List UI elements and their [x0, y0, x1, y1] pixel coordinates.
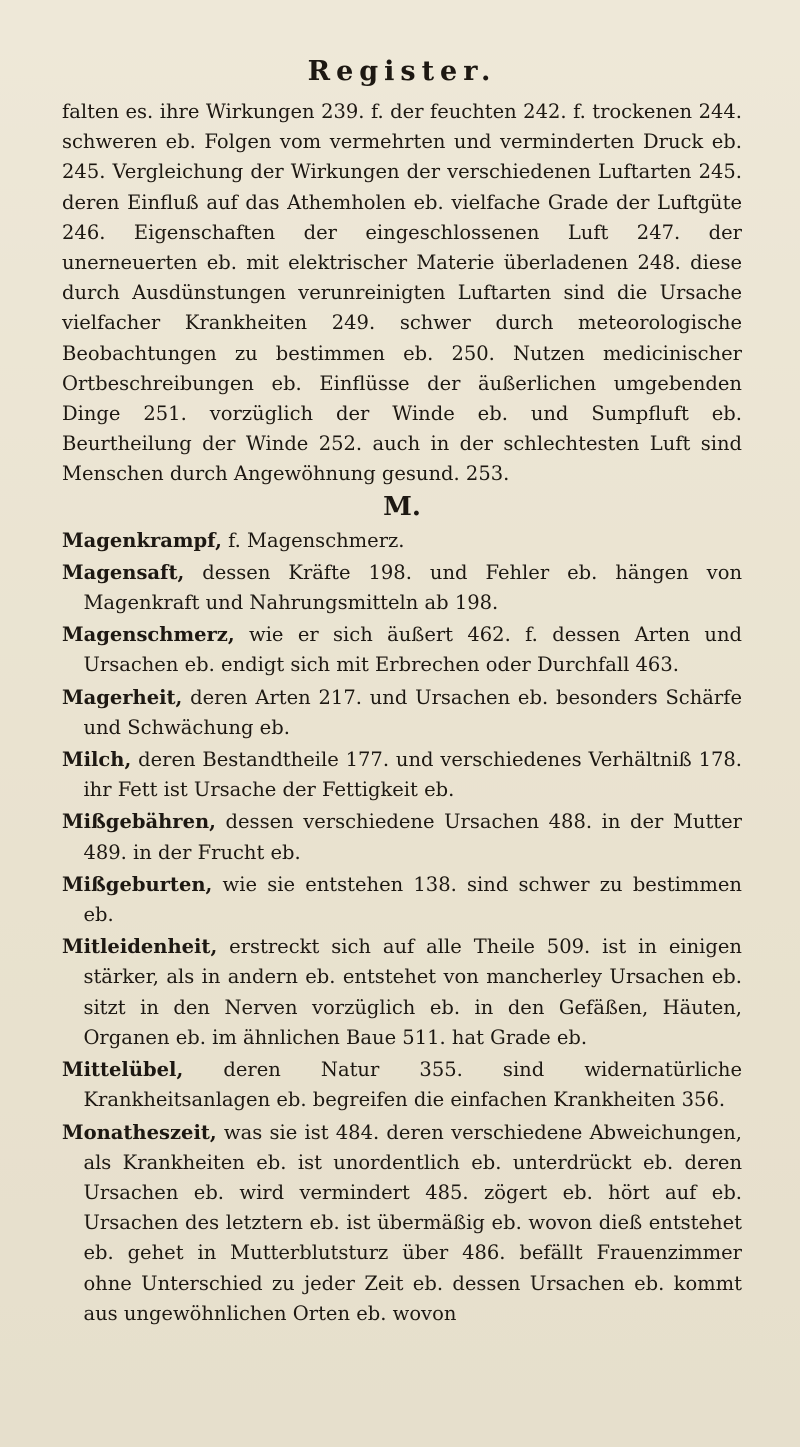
running-head: Register. — [307, 56, 497, 87]
register-entry — [62, 1055, 742, 1115]
section-letter: M. — [383, 491, 421, 522]
register-entry — [62, 526, 742, 556]
entry-text: was sie ist 484. deren verschiedene Abweichungen, als Krankheiten eb. ist unordentlich eb. unterdrückt eb. deren Ursachen eb. wird vermindert 485. zögert eb. hört auf eb. Ursachen des letztern eb. ist übermäßig eb. wovon dieß entstehet eb. gehet in Mutterblutsturz über 486. befällt Frauenzimmer ohne Unterschied zu jeder Zeit eb. dessen Ursachen eb. kommt aus ungewöhnlichen Orten eb. wovon — [83, 1120, 742, 1325]
entry-lemma: Magenschmerz, — [62, 623, 235, 647]
continuation-paragraph: falten es. ihre Wirkungen 239. f. der feuchten 242. f. trockenen 244. schweren eb. Folgen vom vermehrten und verminderten Druck eb. 245. Vergleichung der Wirkungen der verschiedenen Luftarten 245. deren Einfluß auf das Athemholen eb. vielfache Grade der Luftgüte 246. Eigenschaften der eingeschlossenen Luft 247. der unerneuerten eb. mit elektrischer Materie überladenen 248. diese durch Ausdünstungen verunreinigten Luftarten sind die Ursache vielfacher Krankheiten 249. schwer durch meteorologische Beobachtungen zu bestimmen eb. 250. Nutzen medicinischer Ortbeschreibungen eb. Einflüsse der äußerlichen umgebenden Dinge 251. vorzüglich der Winde eb. und Sumpfluft eb. Beurtheilung der Winde 252. auch in der schlechtesten Luft sind Menschen durch Angewöhnung gesund. 253. — [62, 100, 742, 486]
register-text — [62, 97, 742, 1329]
entry-lemma: Mitleidenheit, — [62, 935, 218, 959]
register-entry — [62, 558, 742, 618]
entry-text: dessen verschiedene Ursachen 488. in der Mutter 489. in der Frucht eb. — [83, 810, 742, 864]
entry-lemma: Mittelübel, — [62, 1058, 184, 1082]
register-entry — [62, 870, 742, 930]
register-entry — [62, 932, 742, 1053]
entry-lemma: Monatheszeit, — [62, 1120, 217, 1144]
entry-lemma: Magensaft, — [62, 560, 185, 584]
register-entry — [62, 683, 742, 743]
register-entry — [62, 807, 742, 867]
register-entry — [62, 745, 742, 805]
entry-lemma: Magerheit, — [62, 685, 183, 709]
entry-lemma: Milch, — [62, 748, 132, 772]
entry-text: dessen Kräfte 198. und Fehler eb. hängen von Magenkraft und Nahrungsmitteln ab 198. — [83, 560, 742, 615]
entry-text: deren Natur 355. sind widernatürliche Krankheitsanlagen eb. begreifen die einfachen Krankheiten 356. — [83, 1058, 742, 1112]
entry-text: deren Bestandtheile 177. und verschiedenes Verhältniß 178. ihr Fett ist Ursache der Fettigkeit eb. — [83, 748, 742, 802]
entry-lemma: Magenkrampf, — [62, 528, 222, 552]
register-entry — [62, 620, 742, 680]
entry-text: wie sie entstehen 138. sind schwer zu bestimmen eb. — [83, 872, 742, 927]
entry-lemma: Mißgebähren, — [62, 810, 216, 834]
entry-lemma: Mißgeburten, — [62, 872, 213, 896]
entry-text: f. Magenschmerz. — [221, 528, 405, 552]
entry-text: deren Arten 217. und Ursachen eb. besonders Schärfe und Schwächung eb. — [83, 685, 742, 739]
register-entry — [62, 1118, 742, 1329]
entry-text: wie er sich äußert 462. f. dessen Arten und Ursachen eb. endigt sich mit Erbrechen oder Durchfall 463. — [83, 623, 742, 677]
entry-text: erstreckt sich auf alle Theile 509. ist in einigen stärker, als in andern eb. entstehet von mancherley Ursachen eb. sitzt in den Nerven vorzüglich eb. in den Gefäßen, Häuten, Organen eb. im ähnlichen Baue 511. hat Grade eb. — [83, 935, 742, 1049]
